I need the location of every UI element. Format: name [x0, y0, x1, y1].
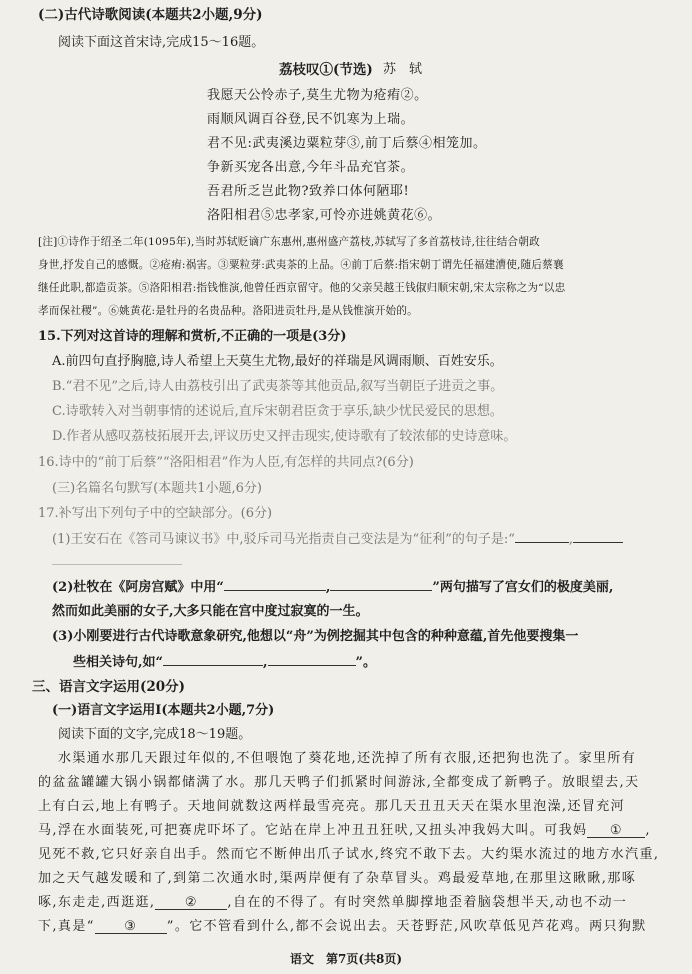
- blank-marker-2: ②: [184, 895, 198, 910]
- part-three-header: 三、语言文字运用(20分): [32, 679, 186, 695]
- passage-text: ,自在的不得了。有时突然单脚撑地歪着脑袋想半天,动也不动一: [227, 895, 628, 910]
- passage-text: 马,浮在水面装死,可把赛虎吓坏了。它站在岸上冲丑丑狂吠,又扭头冲我妈大叫。可我妈: [38, 823, 588, 838]
- answer-blank[interactable]: [52, 552, 182, 565]
- question-17-part-3: (3)小刚要进行古代诗歌意象研究,他想以“舟”为例挖掘其中包含的种种意蕴,首先他要搜集一: [52, 629, 579, 644]
- language-use-1-header: (一)语言文字运用Ⅰ(本题共2小题,7分): [52, 703, 275, 718]
- blank-marker-3: ③: [124, 919, 138, 934]
- q17-p3-text-b: 些相关诗句,如“: [73, 655, 164, 670]
- passage-line: 见死不救,它只好亲自出手。然而它不断伸出爪子试水,终究不敢下去。大约渠水流过的地方水汽重,: [38, 847, 660, 862]
- answer-blank-1[interactable]: [587, 825, 645, 838]
- q17-p2-comma: ,: [325, 580, 331, 595]
- passage-line: [38, 918, 647, 936]
- question-15-option-c: C.诗歌转入对当朝事情的述说后,直斥宋朝君臣贪于享乐,缺少忧民爱民的思想。: [52, 404, 503, 419]
- answer-blank[interactable]: [268, 653, 356, 666]
- passage-line: 加之天气越发暖和了,到第二次通水时,渠两岸便有了杂草冒头。鸡最爱草地,在那里这瞅瞅,那啄: [38, 871, 637, 886]
- passage-text: 下,真是“: [38, 919, 95, 934]
- poem-line: 洛阳相君⑤忠孝家,可怜亦进姚黄花⑥。: [207, 208, 442, 223]
- instruction-passage: 阅读下面的文字,完成18～19题。: [58, 727, 252, 742]
- question-17-stem: 17.补写出下列句子中的空缺部分。(6分): [38, 506, 273, 521]
- answer-blank-3[interactable]: [95, 921, 167, 934]
- question-15-option-a: A.前四句直抒胸臆,诗人希望上天莫生尤物,最好的祥瑞是风调雨顺、百姓安乐。: [52, 354, 503, 369]
- poem-line: 争新买宠各出意,今年斗品充官茶。: [207, 160, 415, 175]
- poem-title: 荔枝叹①(节选): [279, 62, 373, 78]
- blank-marker-1: ①: [609, 823, 623, 838]
- passage-line: 水渠通水那几天跟过年似的,不但喂饱了葵花地,还洗掉了所有衣服,还把狗也洗了。家里所有: [58, 751, 637, 766]
- question-16: 16.诗中的“前丁后蔡”“洛阳相君”作为人臣,有怎样的共同点?(6分): [38, 455, 414, 470]
- question-15-stem: 15.下列对这首诗的理解和赏析,不正确的一项是(3分): [38, 329, 347, 344]
- passage-line: 的盆盆罐罐大锅小锅都储满了水。那几天鸭子们抓紧时间游泳,全都变成了新鸭子。放眼望去,天: [38, 775, 640, 790]
- q17-p1-comma: ,: [568, 532, 574, 547]
- q17-p2-text-a: (2)杜牧在《阿房宫赋》中用“: [52, 580, 224, 595]
- answer-blank[interactable]: [163, 653, 263, 666]
- question-17-part-2: [52, 578, 613, 597]
- instruction-poem: 阅读下面这首宋诗,完成15～16题。: [58, 35, 265, 50]
- poem-line: 君不见:武夷溪边粟粒芽③,前丁后蔡④相笼加。: [207, 136, 487, 151]
- poem-note: 身世,抒发自己的感慨。②疮痏:祸害。③粟粒芽:武夷茶的上品。④前丁后蔡:指宋朝丁谓先任福建漕使,随后蔡襄: [38, 259, 564, 271]
- section-header-recitation: (三)名篇名句默写(本题共1小题,6分): [52, 481, 262, 496]
- q17-p2-text-b: ”两句描写了宫女们的极度美丽,: [432, 580, 614, 595]
- section-header-poetry: (二)古代诗歌阅读(本题共2小题,9分): [38, 7, 263, 23]
- poem-author: 苏 轼: [383, 62, 423, 77]
- poem-note: [注]①诗作于绍圣二年(1095年),当时苏轼贬谪广东惠州,惠州盛产荔枝,苏轼写了多首荔枝诗,往往结合朝政: [38, 236, 540, 248]
- passage-line: [38, 822, 651, 840]
- passage-text: ,: [645, 823, 651, 838]
- page-footer: 语文 第7页(共8页): [289, 952, 403, 966]
- question-15-option-b: B.“君不见”之后,诗人由荔枝引出了武夷茶等其他贡品,叙写当朝臣子进贡之事。: [52, 379, 504, 394]
- question-17-part-3-cont: [73, 653, 376, 672]
- answer-blank[interactable]: [573, 530, 623, 543]
- answer-blank-2[interactable]: [155, 897, 227, 910]
- answer-blank[interactable]: [330, 578, 432, 591]
- question-17-part-1: [52, 530, 623, 549]
- passage-line: 上有白云,地上有鸭子。天地间就数这两样最雪亮亮。那几天丑丑天天在渠水里泡澡,还冒充河: [38, 799, 626, 814]
- poem-note: 孝而保社稷”。⑥姚黄花:是牡丹的名贵品种。洛阳进贡牡丹,是从钱惟演开始的。: [38, 305, 418, 317]
- question-17-part-1-cont: [52, 552, 182, 571]
- q17-p3-end: ”。: [355, 655, 377, 670]
- answer-blank[interactable]: [515, 530, 569, 543]
- poem-note: 继任此职,都造贡茶。⑤洛阳相君:指钱惟演,他曾任西京留守。他的父亲吴越王钱俶归顺宋朝,宋太宗称之为“以忠: [38, 282, 566, 294]
- question-17-part-2-cont: 然而如此美丽的女子,大多只能在宫中度过寂寞的一生。: [52, 604, 369, 619]
- passage-text: ”。它不管看到什么,都不会说出去。天苍野茫,风吹草低见芦花鸡。两只狗默: [166, 919, 647, 934]
- q17-p1-text: (1)王安石在《答司马谏议书》中,驳斥司马光指责自己变法是为“征利”的句子是:“: [52, 532, 515, 547]
- poem-line: 我愿天公怜赤子,莫生尤物为疮痏②。: [207, 88, 428, 103]
- question-15-option-d: D.作者从感叹荔枝拓展开去,评议历史又抨击现实,使诗歌有了较浓郁的史诗意味。: [52, 429, 517, 444]
- poem-line: 吾君所乏岂此物?致养口体何陋耶!: [207, 184, 410, 199]
- passage-text: 啄,东走走,西逛逛,: [38, 895, 156, 910]
- q17-p3-comma: ,: [263, 655, 268, 670]
- poem-line: 雨顺风调百谷登,民不饥寒为上瑞。: [207, 112, 415, 127]
- answer-blank[interactable]: [224, 578, 326, 591]
- passage-line: [38, 894, 627, 912]
